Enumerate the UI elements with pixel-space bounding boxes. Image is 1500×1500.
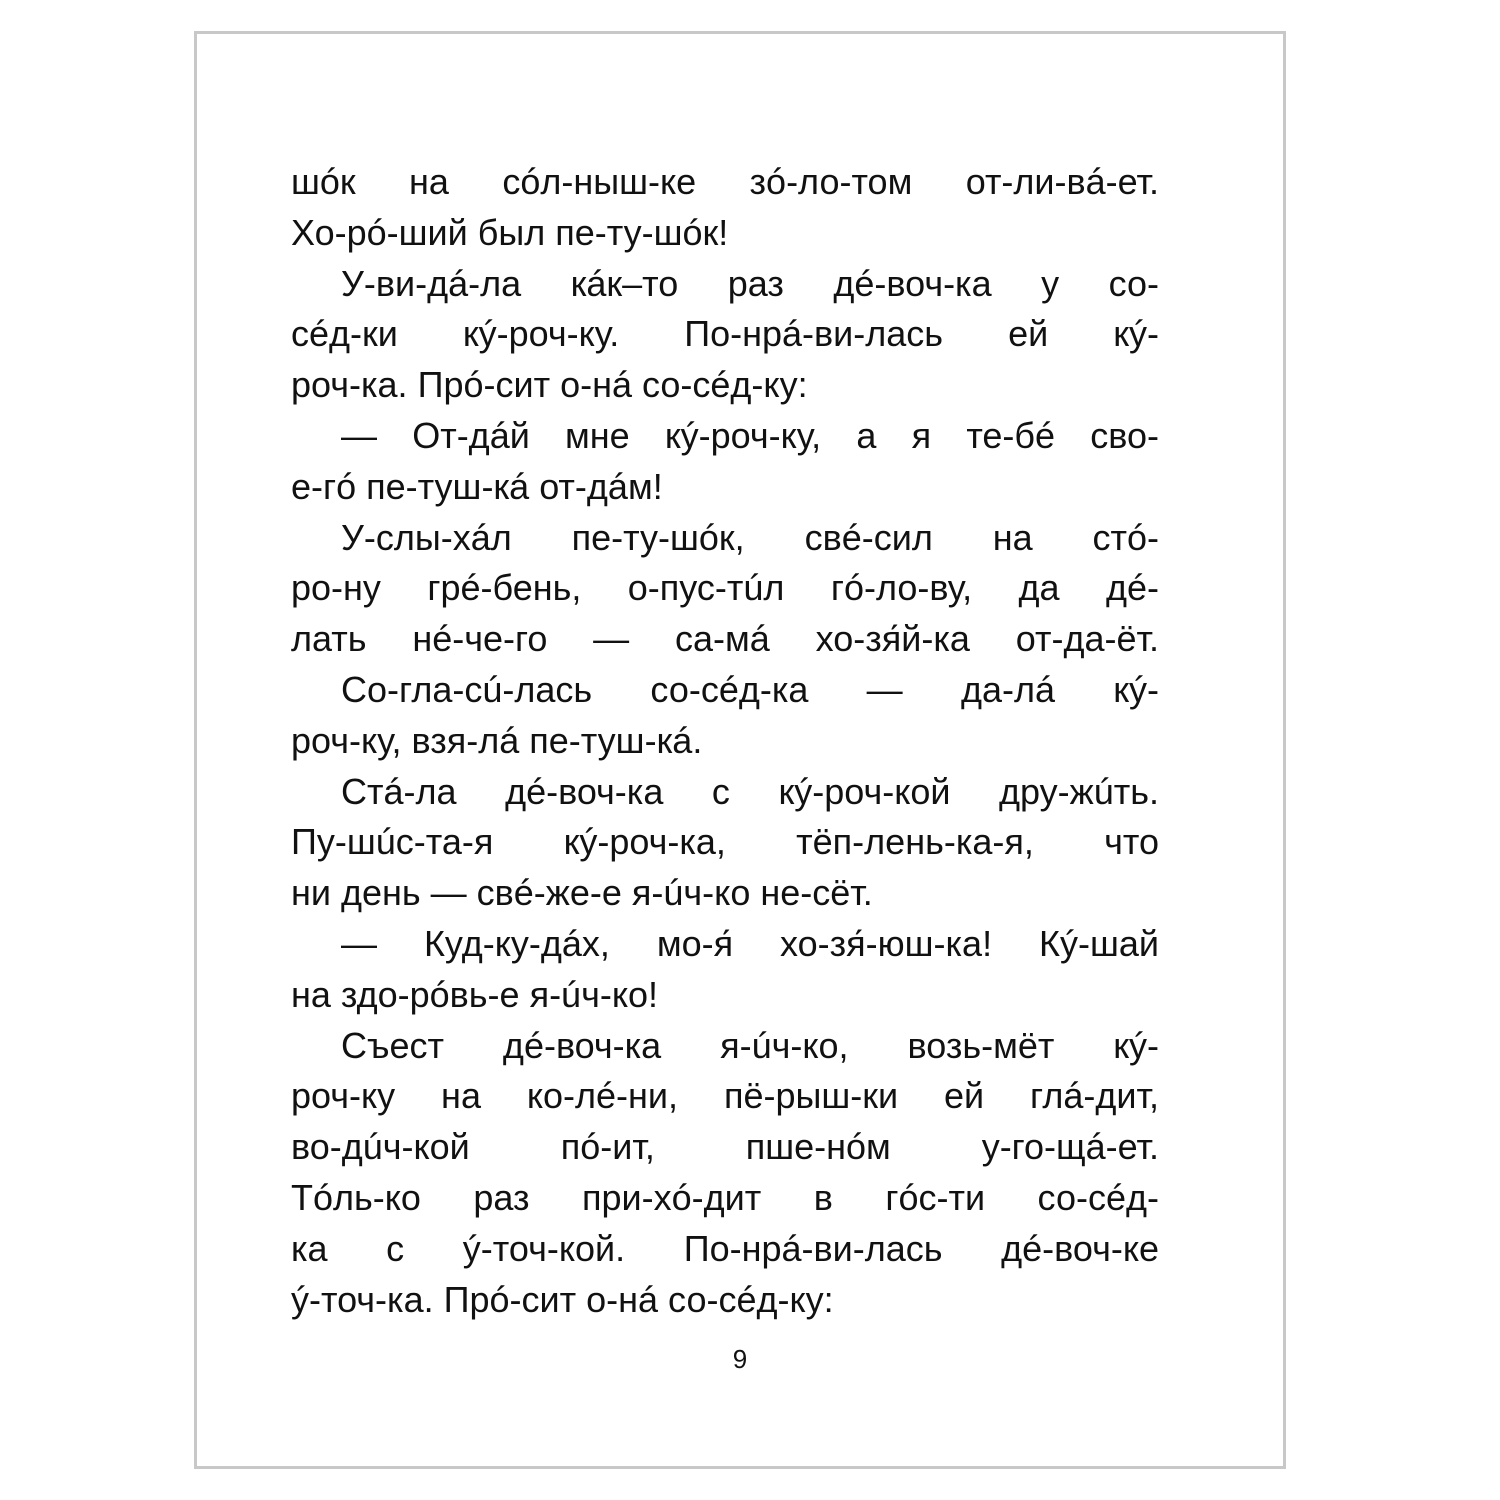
text-line: роч-ку, взя-лá пе-туш-кá. — [291, 719, 703, 761]
text-line: — От-дáй мне кý-роч-ку, а я те-бé сво- — [341, 414, 1159, 456]
text-line: на здо-рóвь-е я-úч-ко! — [291, 973, 658, 1015]
text-line: е-гó пе-туш-кá от-дáм! — [291, 465, 663, 507]
text-line: во-дúч-кой пó-ит, пше-нóм у-го-щá-ет. — [291, 1126, 1159, 1168]
text-line: сéд-ки кý-роч-ку. По-нрá-ви-лась ей кý- — [291, 313, 1159, 355]
text-line: ни день — свé-же-е я-úч-ко не-сёт. — [291, 872, 873, 914]
text-line: У-ви-дá-ла кáк–то раз дé-воч-ка у со- — [341, 262, 1159, 304]
text-line: ý-точ-ка. Прó-сит о-нá со-сéд-ку: — [291, 1278, 834, 1320]
text-line: ро-ну грé-бень, о-пус-тúл гó-ло-ву, да дé- — [291, 567, 1159, 609]
book-page — [194, 31, 1286, 1469]
page-number: 9 — [732, 1344, 748, 1374]
text-line: шóк на сóл-ныш-ке зó-ло-том от-ли-вá-ет. — [291, 161, 1159, 202]
text-line: Со-гла-сú-лась со-сéд-ка — да-лá кý- — [341, 668, 1159, 710]
text-line: Хо-рó-ший был пе-ту-шóк! — [291, 211, 729, 253]
text-line: Тóль-ко раз при-хó-дит в гóс-ти со-сéд- — [291, 1176, 1159, 1218]
text-line: Стá-ла дé-воч-ка с кý-роч-кой дру-жúть. — [341, 770, 1159, 812]
text-line: роч-ка. Прó-сит о-нá со-сéд-ку: — [291, 364, 808, 406]
text-line: Съест дé-воч-ка я-úч-ко, возь-мёт кý- — [341, 1024, 1159, 1066]
text-line: У-слы-хáл пе-ту-шóк, свé-сил на стó- — [341, 516, 1159, 558]
text-line: лать нé-че-го — са-мá хо-зя́й-ка от-да-ёт. — [291, 618, 1159, 660]
text-line: Пу-шúс-та-я кý-роч-ка, тёп-лень-ка-я, что — [291, 821, 1159, 863]
text-line: роч-ку на ко-лé-ни, пё-рыш-ки ей глá-дит, — [291, 1075, 1159, 1117]
story-text — [291, 157, 1159, 1325]
text-line: ка с ý-точ-кой. По-нрá-ви-лась дé-воч-ке — [291, 1227, 1159, 1269]
text-line: — Куд-ку-дáх, мо-я́ хо-зя́-юш-ка! Кý-шай — [341, 922, 1159, 964]
